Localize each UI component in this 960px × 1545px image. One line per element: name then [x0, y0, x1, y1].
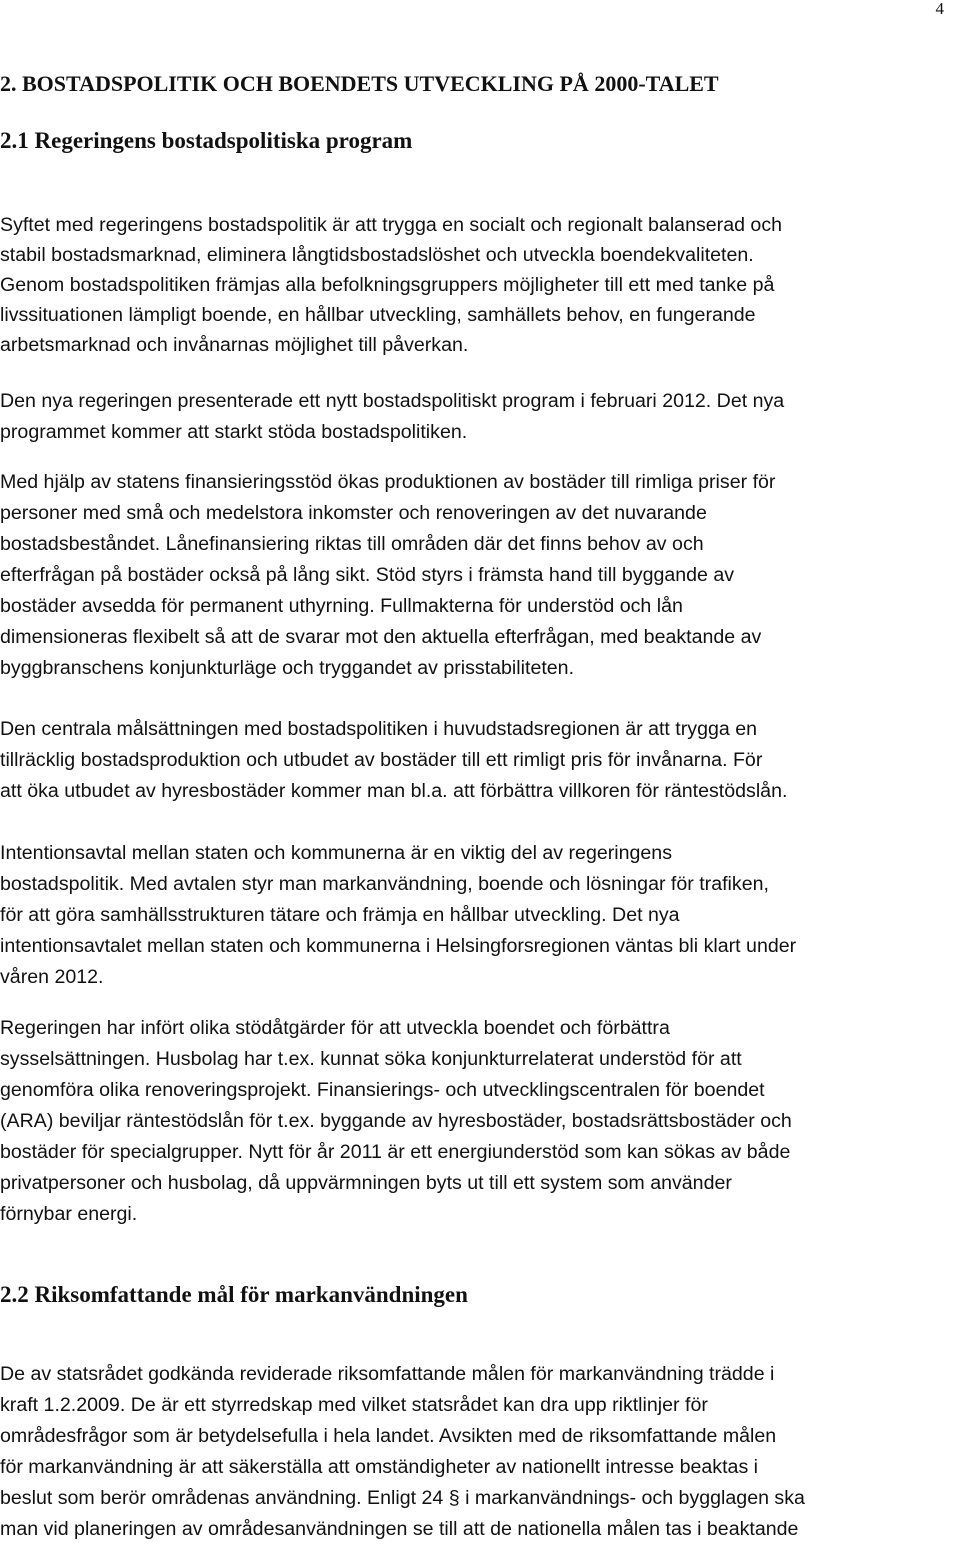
- paragraph-support-measures: [0, 1013, 792, 1230]
- text-line: för markanvändning är att säkerställa att omständigheter av nationellt intresse beaktas i: [0, 1456, 759, 1478]
- text-line: livssituationen lämpligt boende, en hållbar utveckling, samhällets behov, en fungerande: [0, 304, 756, 326]
- text-line: områdesfrågor som är betydelsefulla i hela landet. Avsikten med de riksomfattande målen: [0, 1425, 777, 1447]
- paragraph-new-program: [0, 386, 784, 448]
- text-line: Med hjälp av statens finansieringsstöd ökas produktionen av bostäder till rimliga priser för: [0, 471, 776, 493]
- paragraph-financing: [0, 467, 775, 684]
- section-heading-2-2: 2.2 Riksomfattande mål för markanvändningen: [0, 1282, 468, 1307]
- text-line: efterfrågan på bostäder också på lång sikt. Stöd styrs i främsta hand till byggande av: [0, 564, 735, 586]
- paragraph-capital-region: [0, 714, 787, 807]
- text-line: Syftet med regeringens bostadspolitik är att trygga en socialt och regionalt balanserad och: [0, 214, 783, 236]
- text-line: Den centrala målsättningen med bostadspolitiken i huvudstadsregionen är att trygga en: [0, 718, 757, 740]
- text-line: Regeringen har infört olika stödåtgärder för att utveckla boendet och förbättra: [0, 1017, 670, 1039]
- text-line: bostadsbeståndet. Lånefinansiering riktas till områden där det finns behov av och: [0, 533, 704, 555]
- text-line: Genom bostadspolitiken främjas alla befolkningsgruppers möjligheter till ett med tanke på: [0, 274, 775, 296]
- section-heading-2-1: 2.1 Regeringens bostadspolitiska program: [0, 128, 413, 153]
- paragraph-purpose: [0, 210, 782, 360]
- text-line: (ARA) beviljar räntestödslån för t.ex. byggande av hyresbostäder, bostadsrättsbostäder och: [0, 1110, 792, 1132]
- paragraph-intention-agreements: [0, 838, 796, 993]
- text-line: Intentionsavtal mellan staten och kommunerna är en viktig del av regeringens: [0, 842, 673, 864]
- text-line: förnybar energi.: [0, 1203, 138, 1225]
- text-line: stabil bostadsmarknad, eliminera långtidsbostadslöshet och utveckla boendekvaliteten.: [0, 244, 754, 266]
- text-line: för att göra samhällsstrukturen tätare och främja en hållbar utveckling. Det nya: [0, 904, 680, 926]
- text-line: att öka utbudet av hyresbostäder kommer man bl.a. att förbättra villkoren för räntestödslån.: [0, 780, 788, 802]
- text-line: personer med små och medelstora inkomster och renoveringen av det nuvarande: [0, 502, 707, 524]
- text-line: beslut som berör områdenas användning. Enligt 24 § i markanvändnings- och bygglagen ska: [0, 1487, 805, 1509]
- text-line: dimensioneras flexibelt så att de svarar mot den aktuella efterfrågan, med beaktande av: [0, 626, 762, 648]
- text-line: Den nya regeringen presenterade ett nytt bostadspolitiskt program i februari 2012. Det nya: [0, 390, 785, 412]
- text-line: intentionsavtalet mellan staten och kommunerna i Helsingforsregionen väntas bli klart under: [0, 935, 797, 957]
- text-line: De av statsrådet godkända reviderade riksomfattande målen för markanvändning trädde i: [0, 1363, 775, 1385]
- chapter-heading: 2. BOSTADSPOLITIK OCH BOENDETS UTVECKLING PÅ 2000-TALET: [0, 71, 719, 96]
- text-line: bostäder för specialgrupper. Nytt för år 2011 är ett energiunderstöd som kan sökas av både: [0, 1141, 791, 1163]
- text-line: arbetsmarknad och invånarnas möjlighet till påverkan.: [0, 334, 469, 356]
- text-line: tillräcklig bostadsproduktion och utbudet av bostäder till ett rimligt pris för invånarna. För: [0, 749, 763, 771]
- text-line: programmet kommer att starkt stöda bostadspolitiken.: [0, 421, 468, 443]
- paragraph-land-use-goals: [0, 1359, 805, 1545]
- text-line: sysselsättningen. Husbolag har t.ex. kunnat söka konjunkturrelaterat understöd för att: [0, 1048, 742, 1070]
- text-line: man vid planeringen av områdesanvändningen se till att de nationella målen tas i beaktande: [0, 1518, 799, 1540]
- text-line: byggbranschens konjunkturläge och tryggandet av prisstabiliteten.: [0, 657, 575, 679]
- text-line: bostadspolitik. Med avtalen styr man markanvändning, boende och lösningar för trafiken,: [0, 873, 769, 895]
- text-line: kraft 1.2.2009. De är ett styrredskap med vilket statsrådet kan dra upp riktlinjer för: [0, 1394, 708, 1416]
- text-line: privatpersoner och husbolag, då uppvärmningen byts ut till ett system som använder: [0, 1172, 732, 1194]
- text-line: bostäder avsedda för permanent uthyrning. Fullmakterna för understöd och lån: [0, 595, 683, 617]
- text-line: våren 2012.: [0, 966, 104, 988]
- text-line: genomföra olika renoveringsprojekt. Finansierings- och utvecklingscentralen för boendet: [0, 1079, 765, 1101]
- page-number: 4: [935, 0, 944, 18]
